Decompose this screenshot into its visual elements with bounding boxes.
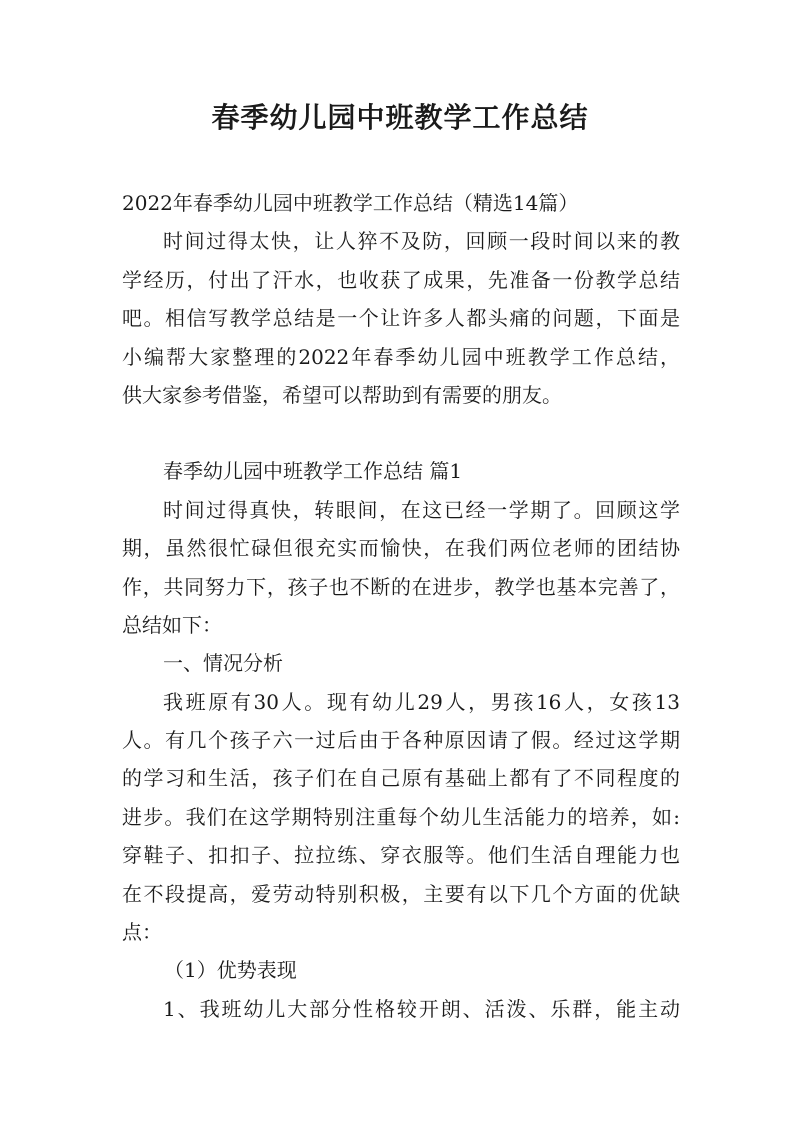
doc-subtitle: 2022年春季幼儿园中班教学工作总结（精选14篇） (122, 191, 579, 215)
paragraph-line: 时间过得真快，转眼间，在这已经一学期了。回顾这学 (163, 497, 680, 522)
paragraph-spacer (122, 414, 680, 452)
paragraph-line: 进步。我们在这学期特别注重每个幼儿生活能力的培养，如: (122, 804, 680, 829)
paragraph-line: 在不段提高，爱劳动特别积极，主要有以下几个方面的优缺 (122, 881, 680, 906)
paragraph-line: 总结如下： (122, 612, 222, 637)
paragraph-line: 穿鞋子、扣扣子、拉拉练、穿衣服等。他们生活自理能力也 (122, 843, 680, 868)
paragraph-line: 作，共同努力下，孩子也不断的在进步，教学也基本完善了， (122, 574, 680, 599)
paragraph-line: 吧。相信写教学总结是一个让许多人都头痛的问题，下面是 (122, 306, 680, 331)
subsection-heading: 一、情况分析 (163, 651, 283, 676)
list-heading: （1）优势表现 (164, 958, 297, 983)
paragraph-line: 的学习和生活，孩子们在自己原有基础上都有了不同程度的 (122, 766, 680, 791)
paragraph-line: 我班原有30人。现有幼儿29人，男孩16人，女孩13 (163, 689, 680, 714)
paragraph-line: 供大家参考借鉴，希望可以帮助到有需要的朋友。 (122, 382, 562, 407)
paragraph-line: 时间过得太快，让人猝不及防，回顾一段时间以来的教 (163, 229, 680, 254)
paragraph-line: 1、我班幼儿大部分性格较开朗、活泼、乐群，能主动 (163, 996, 680, 1021)
document-title: 春季幼儿园中班教学工作总结 (211, 101, 589, 134)
section-heading: 春季幼儿园中班教学工作总结 篇1 (163, 459, 463, 484)
paragraph-line: 人。有几个孩子六一过后由于各种原因请了假。经过这学期 (122, 728, 680, 753)
paragraph-line: 点： (122, 920, 162, 945)
paragraph-line: 学经历，付出了汗水，也收获了成果，先准备一份教学总结 (122, 267, 680, 292)
paragraph-line: 小编帮大家整理的2022年春季幼儿园中班教学工作总结， (122, 344, 680, 369)
paragraph-line: 期，虽然很忙碌但很充实而愉快，在我们两位老师的团结协 (122, 536, 680, 561)
document-body (122, 184, 680, 1028)
